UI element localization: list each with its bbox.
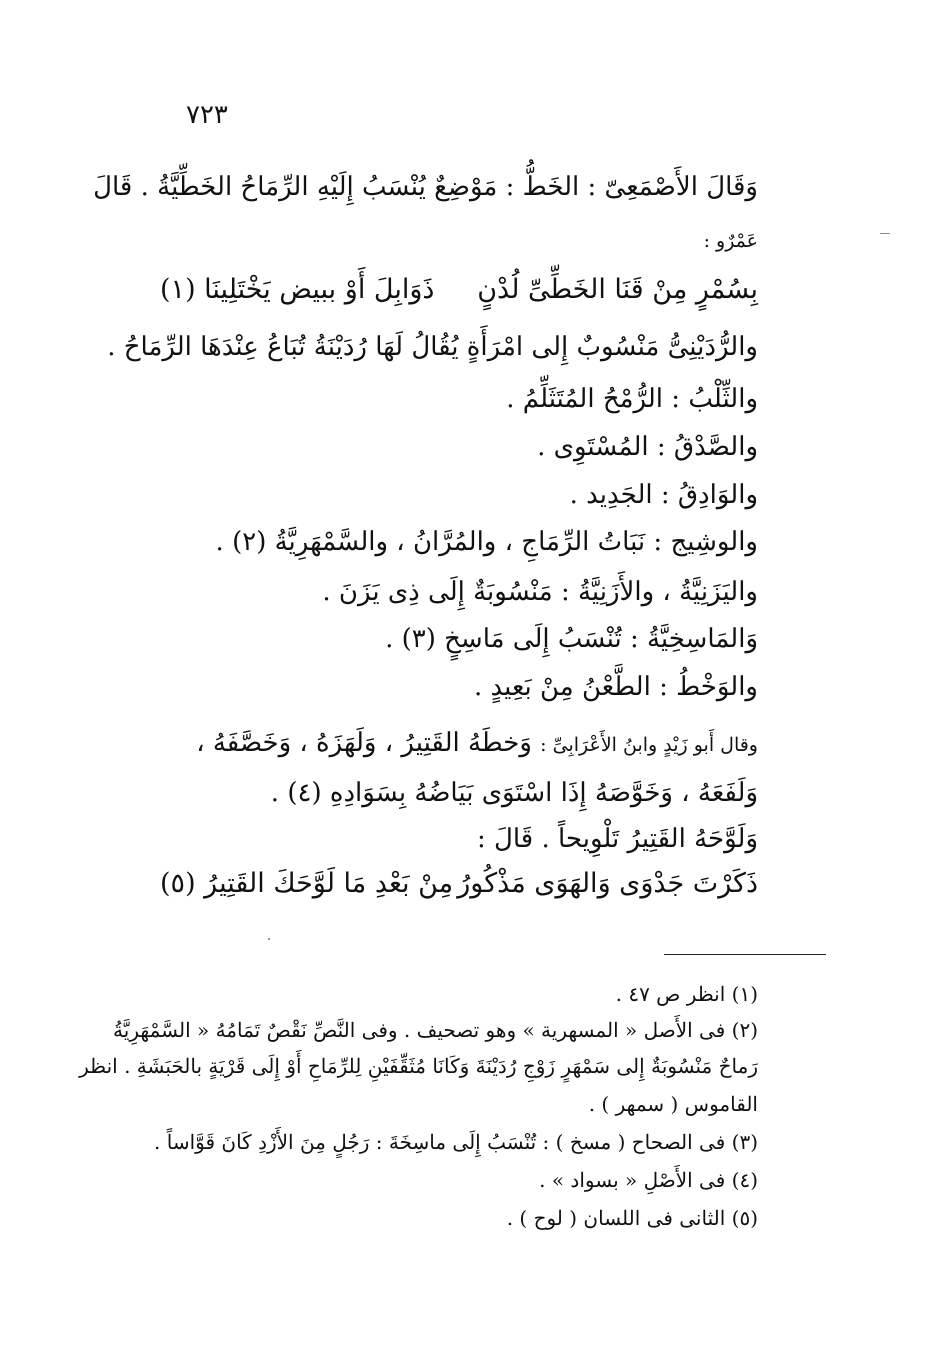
text-line: والرُّدَيْنِىُّ مَنْسُوبٌ إِلى امْرَأَةٍ يُقُالُ لَهَا رُدَيْنَةُ تُبَاعُ عِنْدَهَا الرِّمَاحُ . [107,332,758,362]
footnote: (٤) فى الأَصْلِ « بسواد » . [539,1168,758,1192]
footnote: رَماحٌ مَنْسُوبَةٌ إِلى سَمْهَرٍ زَوْجِ رُدَيْنَةَ وَكَانَا مُثَقِّفَيْنِ لِلرِّمَاحِ أَوْ إِلَى قَرْيَةٍ بالحَبَشَةِ . انظر [79,1054,758,1078]
footnote-separator [664,954,826,955]
verse-first-hemistich: ذَكَرْتَ جَدْوَى وَالهَوَى مَذْكُورُ [457,868,758,899]
text-line: وَقَالَ الأَصْمَعِىّ : الخَطُّ : مَوْضِعٌ يُنْسَبُ إِلَيْهِ الرِّمَاحُ الخَطِّيَّةُ . قَالَ [93,172,758,202]
verse-second-hemistich: مِنْ بَعْدِ مَا لَوَّحَكَ القَتِيرُ (٥) [160,868,454,899]
text-line: والوشِيج : نَبَاتُ الرِّمَاجِ ، والمُرَّانُ ، والسَّمْهَرِيَّةُ (٢) . [215,527,758,557]
text-line: واليَزَنِيَّةُ ، والأَزَنِيَّةُ : مَنْسُوبَةٌ إِلَى ذِى يَزَنَ . [322,577,758,607]
text-line [196,728,758,758]
footnote: (٢) فى الأَصل « المسهرية » وهو تصحيف . وفى النَّصِّ نَقْصٌ تَمَامُهُ « السَّمْهَرِيَّةُ [113,1018,758,1042]
verse-line [160,868,758,899]
verse-line [160,274,758,305]
speck [268,938,270,940]
text-line: وَلَفَعَهُ ، وَخَوَّصَهُ إِذَا اسْتَوَى بَيَاضُهُ بِسَوَادِهِ (٤) . [270,778,758,808]
footnote: (٥) الثانى فى اللسان ( لوح ) . [506,1206,758,1230]
text-line: والوَخْطُ : الطَّعْنُ مِنْ بَعِيدٍ . [473,672,758,702]
margin-mark [880,233,890,234]
footnote: القاموس ( سمهر ) . [588,1092,758,1116]
footnote: (٣) فى الصحاح ( مسخ ) : تُنْسَبُ إِلَى ماسِخَةَ : رَجُلٍ مِنَ الأَزْدِ كَانَ قَوَّاساً . [154,1130,758,1154]
text-line: والصَّدْقُ : المُسْتَوِى . [537,432,758,462]
page-number: ٧٢٣ [186,100,228,130]
text-line: والوَادِقُ : الجَدِيد . [569,480,758,510]
text-line: والثِّلْبُ : الرُّمْحُ المُتَثَلِّمُ . [506,384,758,414]
verse-second-hemistich: ذَوَابِلَ أَوْ ببيض يَخْتَلِينَا (١) [160,274,435,305]
text-line: وَالمَاسِخِيَّةُ : تُنْسَبُ إِلَى مَاسِخٍ (٣) . [385,624,758,654]
text-run: وقال أَبو زَيْدٍ وابنُ الأَعْرَابِىِّ : [540,734,758,756]
text-line: عَمْرٌو : [703,230,758,252]
text-line: وَلَوَّحَهُ القَتِيرُ تَلْوِيحاً . قَالَ : [476,824,758,854]
verse-first-hemistich: بِسُمْرٍ مِنْ قَنَا الخَطِّىِّ لُدْنٍ [477,274,758,305]
text-run: وَخطَهُ القَتِيرُ ، وَلَهَزَهُ ، وَخَصَّفَهُ ، [196,728,532,758]
footnote: (١) انظر ص ٤٧ . [615,982,758,1006]
